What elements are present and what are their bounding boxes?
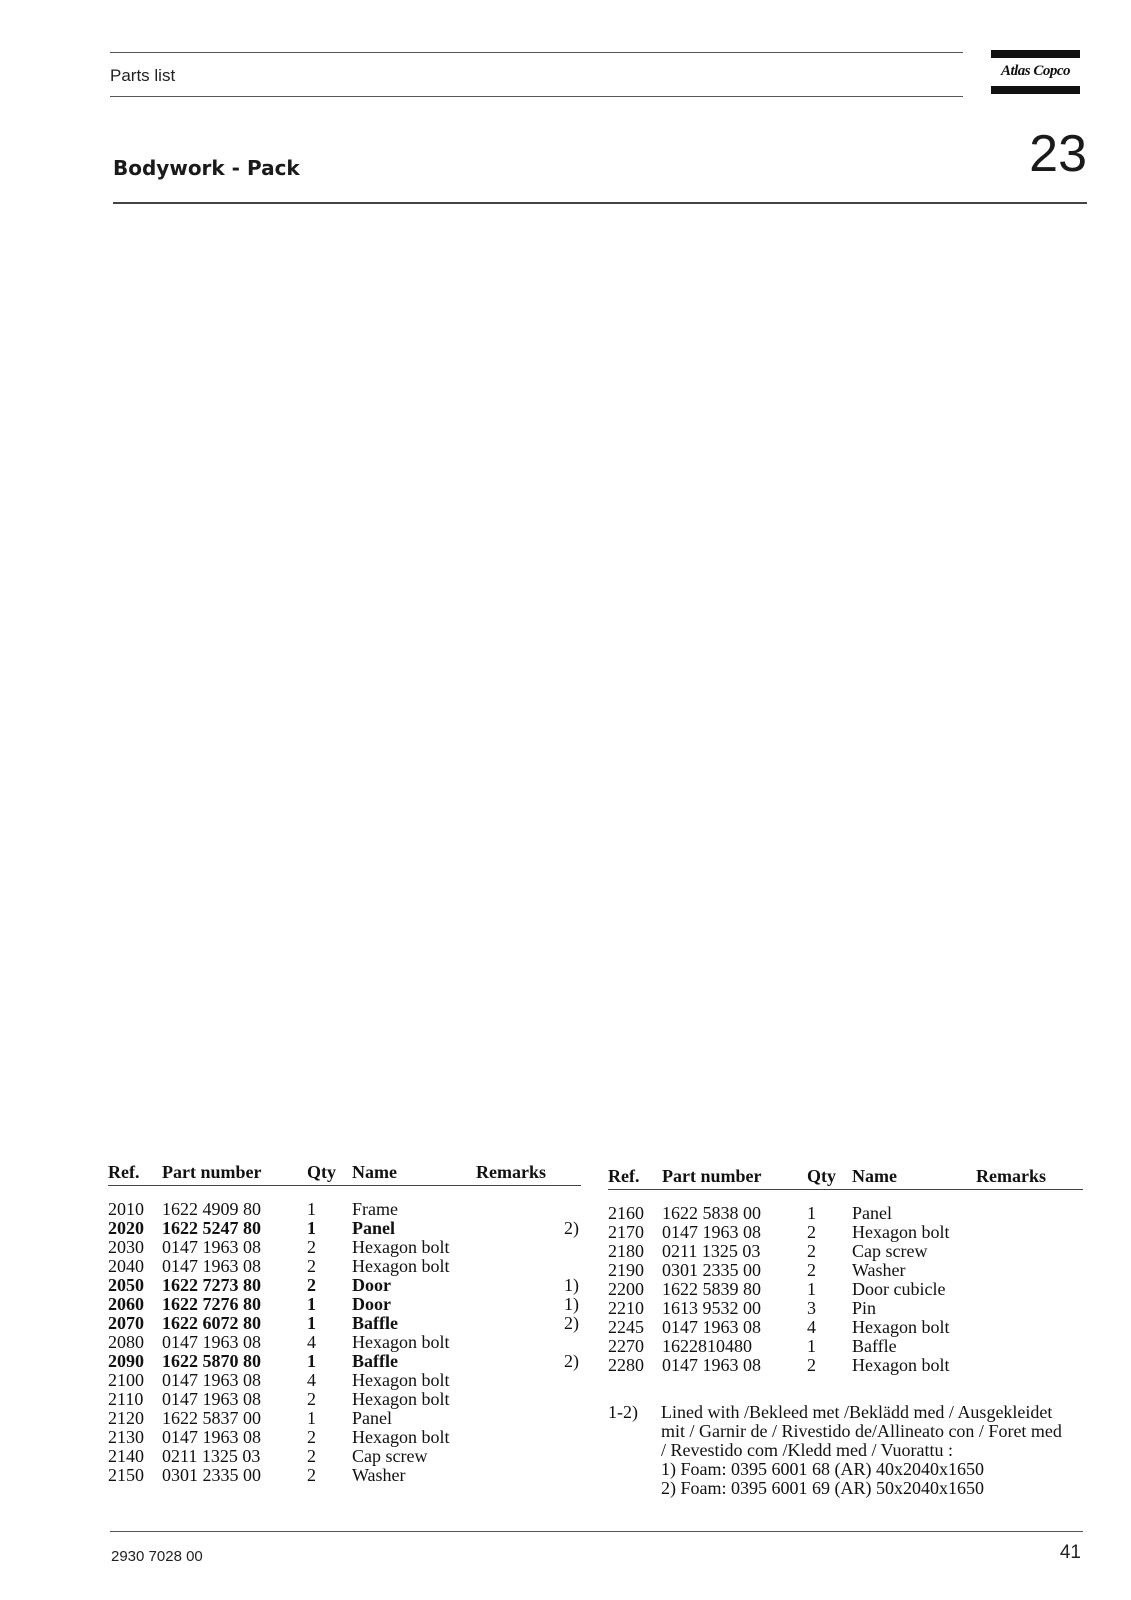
cell-ref: 2030	[108, 1237, 144, 1257]
cell-part-number: 0147 1963 08	[662, 1317, 761, 1337]
notes-line: mit / Garnir de / Rivestido de/Allineato con / Foret med	[661, 1421, 1062, 1441]
cell-part-number: 1622 7276 80	[162, 1294, 261, 1314]
cell-remark	[476, 1390, 581, 1409]
table-header	[608, 1161, 1083, 1190]
cell-part-number: 0147 1963 08	[162, 1332, 261, 1352]
header-top-rule	[110, 52, 963, 53]
logo-top-bar	[991, 50, 1080, 58]
table-row	[608, 1261, 1083, 1280]
cell-name: Cap screw	[852, 1241, 928, 1261]
cell-part-number: 1622810480	[662, 1336, 752, 1356]
table-row	[608, 1204, 1083, 1223]
cell-remark	[976, 1223, 1083, 1242]
table-row	[108, 1428, 581, 1447]
cell-remark	[476, 1466, 581, 1485]
cell-name: Door	[352, 1294, 391, 1314]
cell-name: Hexagon bolt	[852, 1355, 950, 1375]
cell-ref: 2040	[108, 1256, 144, 1276]
cell-name: Hexagon bolt	[352, 1389, 450, 1409]
cell-part-number: 1622 4909 80	[162, 1199, 261, 1219]
section-title: Bodywork - Pack	[113, 156, 300, 180]
section-number: 23	[1029, 125, 1087, 183]
remarks-notes	[608, 1403, 1083, 1498]
notes-body	[661, 1403, 1083, 1498]
cell-qty: 1	[807, 1336, 816, 1356]
table-row	[108, 1314, 581, 1333]
notes-line: 2) Foam: 0395 6001 69 (AR) 50x2040x1650	[661, 1478, 984, 1498]
cell-name: Pin	[852, 1298, 877, 1318]
cell-ref: 2100	[108, 1370, 144, 1390]
table-row	[108, 1333, 581, 1352]
cell-qty: 1	[307, 1351, 316, 1371]
cell-ref: 2080	[108, 1332, 144, 1352]
cell-qty: 2	[307, 1275, 316, 1295]
cell-qty: 1	[307, 1218, 316, 1238]
cell-part-number: 1622 6072 80	[162, 1313, 261, 1333]
table-row	[108, 1257, 581, 1276]
cell-part-number: 1622 5870 80	[162, 1351, 261, 1371]
cell-qty: 1	[307, 1199, 316, 1219]
cell-name: Door cubicle	[852, 1279, 946, 1299]
cell-part-number: 1622 5838 00	[662, 1203, 761, 1223]
cell-ref: 2200	[608, 1279, 644, 1299]
cell-qty: 4	[307, 1332, 316, 1352]
cell-remark: 2)	[564, 1218, 579, 1238]
cell-name: Cap screw	[352, 1446, 428, 1466]
cell-remark: 2)	[564, 1313, 579, 1333]
table-row	[608, 1242, 1083, 1261]
table-row	[608, 1318, 1083, 1337]
cell-remark	[476, 1200, 581, 1219]
table-row	[108, 1276, 581, 1295]
cell-qty: 2	[307, 1446, 316, 1466]
cell-ref: 2060	[108, 1294, 144, 1314]
cell-remark: 1)	[564, 1294, 579, 1314]
cell-remark	[476, 1447, 581, 1466]
document-type: Parts list	[110, 66, 176, 85]
cell-part-number: 1622 5837 00	[162, 1408, 261, 1428]
cell-ref: 2010	[108, 1199, 144, 1219]
cell-part-number: 0147 1963 08	[162, 1237, 261, 1257]
cell-part-number: 1613 9532 00	[662, 1298, 761, 1318]
cell-name: Baffle	[352, 1351, 398, 1371]
cell-ref: 2090	[108, 1351, 144, 1371]
atlas-copco-logo	[991, 50, 1080, 94]
cell-remark	[476, 1257, 581, 1276]
cell-remark: 1)	[564, 1275, 579, 1295]
cell-qty: 2	[307, 1465, 316, 1485]
table-row	[608, 1223, 1083, 1242]
cell-part-number: 0301 2335 00	[162, 1465, 261, 1485]
cell-name: Hexagon bolt	[852, 1222, 950, 1242]
cell-ref: 2110	[108, 1389, 144, 1409]
cell-part-number: 0147 1963 08	[162, 1370, 261, 1390]
cell-qty: 1	[307, 1294, 316, 1314]
table-row	[108, 1409, 581, 1428]
cell-remark	[476, 1333, 581, 1352]
cell-qty: 2	[807, 1241, 816, 1261]
cell-part-number: 0147 1963 08	[162, 1256, 261, 1276]
cell-remark	[976, 1337, 1083, 1356]
table-row	[608, 1299, 1083, 1318]
cell-remark	[476, 1238, 581, 1257]
header-bottom-rule	[110, 96, 963, 97]
table-row	[608, 1356, 1083, 1375]
cell-name: Washer	[352, 1465, 406, 1485]
cell-name: Hexagon bolt	[352, 1332, 450, 1352]
column-header-part-number: Part number	[162, 1162, 262, 1182]
table-row	[608, 1337, 1083, 1356]
cell-remark	[976, 1318, 1083, 1337]
cell-remark	[976, 1280, 1083, 1299]
cell-qty: 1	[307, 1313, 316, 1333]
cell-name: Hexagon bolt	[852, 1317, 950, 1337]
cell-qty: 4	[807, 1317, 816, 1337]
cell-name: Panel	[352, 1218, 395, 1238]
parts-table-left	[108, 1157, 581, 1485]
cell-ref: 2130	[108, 1427, 144, 1447]
cell-remark: 2)	[564, 1351, 579, 1371]
cell-part-number: 0211 1325 03	[162, 1446, 261, 1466]
cell-qty: 1	[807, 1203, 816, 1223]
logo-bottom-bar	[991, 86, 1080, 94]
parts-table-right	[608, 1161, 1083, 1375]
cell-part-number: 0147 1963 08	[162, 1427, 261, 1447]
cell-qty: 4	[307, 1370, 316, 1390]
cell-qty: 1	[807, 1279, 816, 1299]
cell-ref: 2190	[608, 1260, 644, 1280]
logo-wordmark: Atlas Copco	[1000, 63, 1071, 79]
cell-name: Panel	[352, 1408, 392, 1428]
cell-remark	[976, 1242, 1083, 1261]
column-header-name: Name	[352, 1162, 397, 1182]
page-number: 41	[1059, 1542, 1081, 1563]
cell-part-number: 1622 7273 80	[162, 1275, 261, 1295]
cell-ref: 2170	[608, 1222, 644, 1242]
cell-qty: 2	[307, 1237, 316, 1257]
cell-part-number: 0301 2335 00	[662, 1260, 761, 1280]
table-body	[108, 1200, 581, 1485]
cell-name: Hexagon bolt	[352, 1370, 450, 1390]
notes-line: / Revestido com /Kledd med / Vuorattu :	[661, 1440, 954, 1460]
cell-ref: 2180	[608, 1241, 644, 1261]
table-row	[108, 1466, 581, 1485]
cell-remark	[976, 1204, 1083, 1223]
cell-part-number: 0211 1325 03	[662, 1241, 761, 1261]
cell-name: Washer	[852, 1260, 906, 1280]
cell-remark	[476, 1428, 581, 1447]
cell-ref: 2280	[608, 1355, 644, 1375]
cell-qty: 2	[807, 1355, 816, 1375]
table-row	[108, 1447, 581, 1466]
cell-qty: 2	[307, 1256, 316, 1276]
column-header-part-number: Part number	[662, 1166, 762, 1186]
cell-qty: 2	[307, 1389, 316, 1409]
table-header	[108, 1157, 581, 1186]
cell-ref: 2270	[608, 1336, 644, 1356]
cell-part-number: 0147 1963 08	[162, 1389, 261, 1409]
cell-qty: 2	[807, 1260, 816, 1280]
cell-name: Baffle	[352, 1313, 398, 1333]
cell-qty: 2	[807, 1222, 816, 1242]
column-header-name: Name	[852, 1166, 897, 1186]
cell-name: Frame	[352, 1199, 398, 1219]
column-header-remarks: Remarks	[976, 1166, 1046, 1186]
table-row	[108, 1295, 581, 1314]
document-number: 2930 7028 00	[111, 1548, 203, 1565]
cell-ref: 2150	[108, 1465, 144, 1485]
cell-ref: 2140	[108, 1446, 144, 1466]
column-header-remarks: Remarks	[476, 1162, 546, 1182]
cell-name: Hexagon bolt	[352, 1256, 450, 1276]
cell-ref: 2210	[608, 1298, 644, 1318]
table-row	[108, 1352, 581, 1371]
cell-remark	[476, 1371, 581, 1390]
cell-ref: 2120	[108, 1408, 144, 1428]
cell-qty: 2	[307, 1427, 316, 1447]
cell-part-number: 1622 5839 80	[662, 1279, 761, 1299]
cell-name: Hexagon bolt	[352, 1427, 450, 1447]
notes-line: Lined with /Bekleed met /Beklädd med / Ausgekleidet	[661, 1402, 1053, 1422]
cell-ref: 2070	[108, 1313, 144, 1333]
cell-name: Door	[352, 1275, 391, 1295]
cell-ref: 2050	[108, 1275, 144, 1295]
cell-remark	[976, 1299, 1083, 1318]
cell-qty: 3	[807, 1298, 816, 1318]
cell-name: Baffle	[852, 1336, 897, 1356]
cell-ref: 2245	[608, 1317, 644, 1337]
cell-part-number: 0147 1963 08	[662, 1355, 761, 1375]
table-row	[108, 1390, 581, 1409]
table-row	[108, 1219, 581, 1238]
footer-rule	[110, 1531, 1083, 1532]
column-header-qty: Qty	[307, 1162, 336, 1182]
cell-qty: 1	[307, 1408, 316, 1428]
table-body	[608, 1204, 1083, 1375]
illustration-area	[110, 215, 1085, 1155]
cell-remark	[976, 1356, 1083, 1375]
cell-part-number: 0147 1963 08	[662, 1222, 761, 1242]
column-header-ref: Ref.	[108, 1162, 140, 1182]
column-header-qty: Qty	[807, 1166, 836, 1186]
column-header-ref: Ref.	[608, 1166, 640, 1186]
cell-remark	[976, 1261, 1083, 1280]
cell-remark	[476, 1409, 581, 1428]
cell-part-number: 1622 5247 80	[162, 1218, 261, 1238]
table-row	[108, 1238, 581, 1257]
cell-name: Hexagon bolt	[352, 1237, 450, 1257]
table-row	[108, 1200, 581, 1219]
table-row	[608, 1280, 1083, 1299]
cell-ref: 2160	[608, 1203, 644, 1223]
cell-ref: 2020	[108, 1218, 144, 1238]
table-row	[108, 1371, 581, 1390]
cell-name: Panel	[852, 1203, 892, 1223]
notes-ref: 1-2)	[608, 1402, 638, 1422]
section-title-rule	[113, 202, 1087, 204]
notes-line: 1) Foam: 0395 6001 68 (AR) 40x2040x1650	[661, 1459, 984, 1479]
